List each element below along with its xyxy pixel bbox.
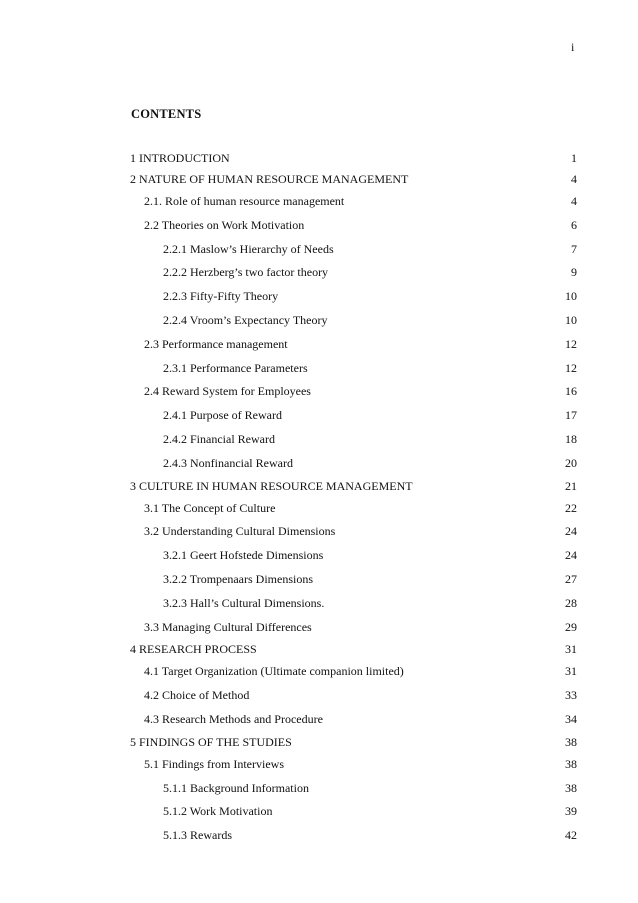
toc-entry (130, 520, 577, 544)
toc-entry (130, 169, 577, 190)
toc-entry-title: 5.1.3 Rewards (163, 828, 232, 843)
toc-entry (130, 261, 577, 285)
toc-entry-title: 3 CULTURE IN HUMAN RESOURCE MANAGEMENT (130, 478, 413, 493)
toc-entry-title: 2.2.2 Herzberg’s two factor theory (163, 265, 329, 280)
toc-entry (130, 568, 577, 592)
toc-entry-title: 3.2.2 Trompenaars Dimensions (163, 571, 313, 586)
toc-entry-page-number: 18 (565, 431, 577, 446)
toc-entry-title: 5 FINDINGS OF THE STUDIES (130, 734, 292, 749)
toc-entry-page-number: 17 (565, 408, 577, 423)
toc-entry-title: 2.2.3 Fifty-Fifty Theory (163, 289, 279, 304)
toc-entry-page-number: 1 (571, 151, 577, 165)
toc-entry (130, 732, 577, 753)
toc-entry (130, 357, 577, 381)
toc-entry-title: 1 INTRODUCTION (130, 151, 230, 165)
toc-entry-title: 2.2.1 Maslow’s Hierarchy of Needs (163, 241, 334, 256)
toc-entry-page-number: 42 (565, 828, 577, 843)
toc-entry (130, 190, 577, 214)
toc-entry (130, 708, 577, 732)
toc-entry-title: 3.2.1 Geert Hofstede Dimensions (163, 548, 324, 563)
toc-entry (130, 777, 577, 801)
toc-entry-title: 2.4.3 Nonfinancial Reward (163, 455, 293, 470)
toc-entry-page-number: 31 (565, 642, 577, 657)
toc-entry-page-number: 39 (565, 804, 577, 819)
toc-entry (130, 592, 577, 616)
toc-entry-page-number: 24 (565, 548, 577, 563)
toc-entry-title: 2.2 Theories on Work Motivation (144, 217, 305, 232)
toc-entry-page-number: 31 (565, 664, 577, 679)
toc-entry-page-number: 22 (565, 500, 577, 515)
toc-entry-page-number: 34 (565, 711, 577, 726)
toc-entry-page-number: 10 (565, 289, 577, 304)
toc-entry-page-number: 4 (571, 194, 577, 208)
toc-entry (130, 238, 577, 262)
toc-entry-title: 2.3.1 Performance Parameters (163, 360, 308, 375)
toc-entry-title: 3.1 The Concept of Culture (144, 500, 276, 515)
toc-entry (130, 800, 577, 824)
toc-entry-title: 3.2.3 Hall’s Cultural Dimensions. (163, 595, 325, 610)
toc-entry (130, 476, 577, 497)
toc-entry (130, 333, 577, 357)
toc-entry-page-number: 12 (565, 336, 577, 351)
toc-entry-title: 2.4.2 Financial Reward (163, 431, 275, 446)
toc-entry (130, 639, 577, 660)
toc-entry (130, 497, 577, 521)
toc-entry-title: 4 RESEARCH PROCESS (130, 642, 257, 657)
toc-entry-title: 4.3 Research Methods and Procedure (144, 711, 323, 726)
toc-entry-title: 5.1.2 Work Motivation (163, 804, 273, 819)
toc-entry-page-number: 29 (565, 619, 577, 634)
toc-entry-page-number: 28 (565, 595, 577, 610)
page-number: i (571, 40, 575, 54)
toc-entry (130, 214, 577, 238)
contents-heading: CONTENTS (131, 107, 202, 121)
toc-entry (130, 660, 577, 684)
toc-entry-title: 5.1 Findings from Interviews (144, 756, 284, 771)
toc-entry-title: 2 NATURE OF HUMAN RESOURCE MANAGEMENT (130, 172, 409, 186)
toc-entry (130, 380, 577, 404)
toc-entry-title: 2.2.4 Vroom’s Expectancy Theory (163, 312, 328, 327)
toc-entry-page-number: 4 (571, 172, 577, 186)
toc-entry-title: 2.3 Performance management (144, 336, 288, 351)
toc-entry-page-number: 33 (565, 688, 577, 703)
toc-entry (130, 428, 577, 452)
toc-entry-page-number: 38 (565, 734, 577, 749)
toc-entry-page-number: 6 (571, 217, 577, 232)
toc-entry-page-number: 38 (565, 756, 577, 771)
toc-entry-page-number: 20 (565, 455, 577, 470)
toc-entry (130, 285, 577, 309)
toc-entry-page-number: 10 (565, 312, 577, 327)
toc-entry-title: 5.1.1 Background Information (163, 780, 309, 795)
toc-entry-title: 2.1. Role of human resource management (144, 194, 345, 208)
toc-entry-page-number: 12 (565, 360, 577, 375)
toc-entry-page-number: 27 (565, 571, 577, 586)
toc-entry (130, 148, 577, 169)
toc-entry-title: 2.4.1 Purpose of Reward (163, 408, 282, 423)
toc-entry-title: 4.1 Target Organization (Ultimate companion limited) (144, 664, 404, 679)
toc-entry (130, 309, 577, 333)
toc-entry (130, 404, 577, 428)
toc-entry-page-number: 16 (565, 384, 577, 399)
toc-entry (130, 824, 577, 848)
toc-entry-page-number: 21 (565, 478, 577, 493)
toc-entry-page-number: 24 (565, 524, 577, 539)
toc-entry-page-number: 7 (571, 241, 577, 256)
table-of-contents (130, 148, 577, 848)
toc-entry (130, 452, 577, 476)
toc-entry-page-number: 9 (571, 265, 577, 280)
toc-entry-page-number: 38 (565, 780, 577, 795)
toc-entry (130, 684, 577, 708)
toc-entry (130, 544, 577, 568)
toc-entry (130, 753, 577, 777)
toc-entry-title: 4.2 Choice of Method (144, 688, 250, 703)
toc-entry-title: 2.4 Reward System for Employees (144, 384, 311, 399)
toc-entry-title: 3.2 Understanding Cultural Dimensions (144, 524, 336, 539)
toc-entry (130, 616, 577, 640)
toc-entry-title: 3.3 Managing Cultural Differences (144, 619, 312, 634)
